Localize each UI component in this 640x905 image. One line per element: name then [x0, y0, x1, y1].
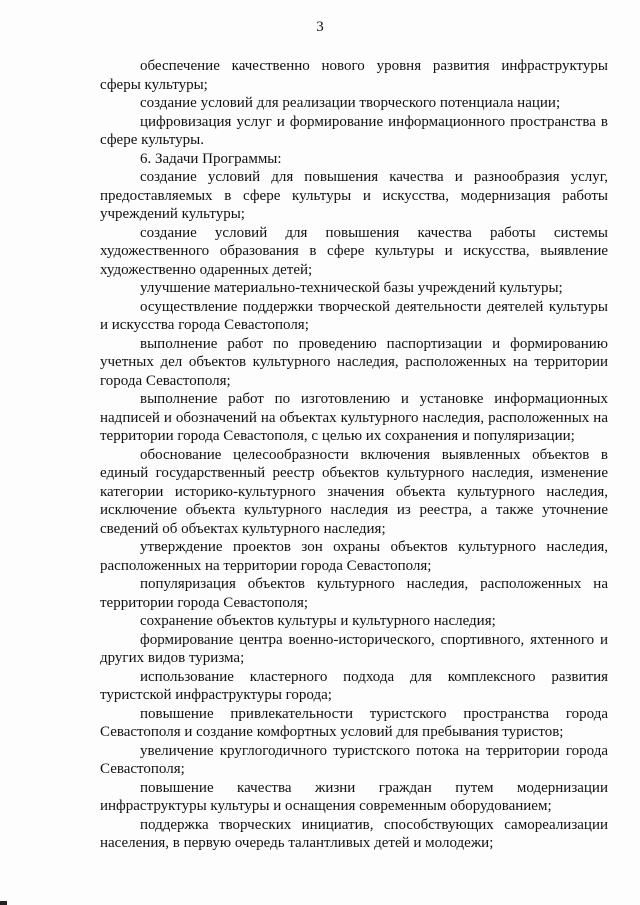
paragraph: повышение качества жизни граждан путем модернизации инфраструктуры культуры и оснащения современным оборудованием; — [100, 779, 608, 814]
paragraph: формирование центра военно-исторического, спортивного, яхтенного и других видов туризма; — [100, 631, 608, 666]
paragraph: выполнение работ по изготовлению и установке информационных надписей и обозначений на объектах культурного наследия, расположенных на территории города Севастополя, с целью их сохранения и популяризации; — [100, 391, 608, 444]
paragraph: сохранение объектов культуры и культурного наследия; — [140, 613, 496, 629]
paragraph: обеспечение качественно нового уровня развития инфраструктуры сферы культуры; — [100, 58, 608, 93]
scan-artifact — [0, 901, 7, 905]
paragraph: использование кластерного подхода для комплексного развития туристской инфраструктуры города; — [100, 668, 608, 703]
paragraph: поддержка творческих инициатив, способствующих самореализации населения, в первую очередь талантливых детей и молодежи; — [100, 816, 608, 851]
paragraph: создание условий для повышения качества и разнообразия услуг, предоставляемых в сфере культуры и искусства, модернизация работы учреждений культуры; — [100, 169, 608, 222]
paragraph: выполнение работ по проведению паспортизации и формированию учетных дел объектов культурного наследия, расположенных на территории города Севастополя; — [100, 335, 608, 389]
paragraph: создание условий для реализации творческого потенциала нации; — [140, 95, 561, 111]
paragraph: популяризация объектов культурного наследия, расположенных на территории города Севастополя; — [100, 576, 608, 611]
paragraph: утверждение проектов зон охраны объектов культурного наследия, расположенных на территории города Севастополя; — [100, 539, 608, 574]
paragraph: обоснование целесообразности включения выявленных объектов в единый государственный реестр объектов культурного наследия, изменение категории историко-культурного значения объекта культурного наследия, исключение объекта культурного наследия из реестра, а также уточнение сведений об объектах культурного наследия; — [100, 446, 608, 537]
paragraph: осуществление поддержки творческой деятельности деятелей культуры и искусства города Севастополя; — [100, 298, 608, 333]
paragraph: увеличение круглогодичного туристского потока на территории города Севастополя; — [100, 742, 608, 777]
paragraph: улучшение материально-технической базы учреждений культуры; — [140, 280, 563, 296]
document-body — [100, 57, 608, 853]
paragraph: повышение привлекательности туристского пространства города Севастополя и создание комфортных условий для пребывания туристов; — [100, 705, 608, 740]
paragraph: создание условий для повышения качества работы системы художественного образования в сфере культуры и искусства, выявление художественно одаренных детей; — [100, 224, 608, 278]
page-number: 3 — [316, 19, 324, 35]
paragraph: цифровизация услуг и формирование информационного пространства в сфере культуры. — [100, 113, 608, 148]
section-heading: 6. Задачи Программы: — [140, 150, 282, 167]
